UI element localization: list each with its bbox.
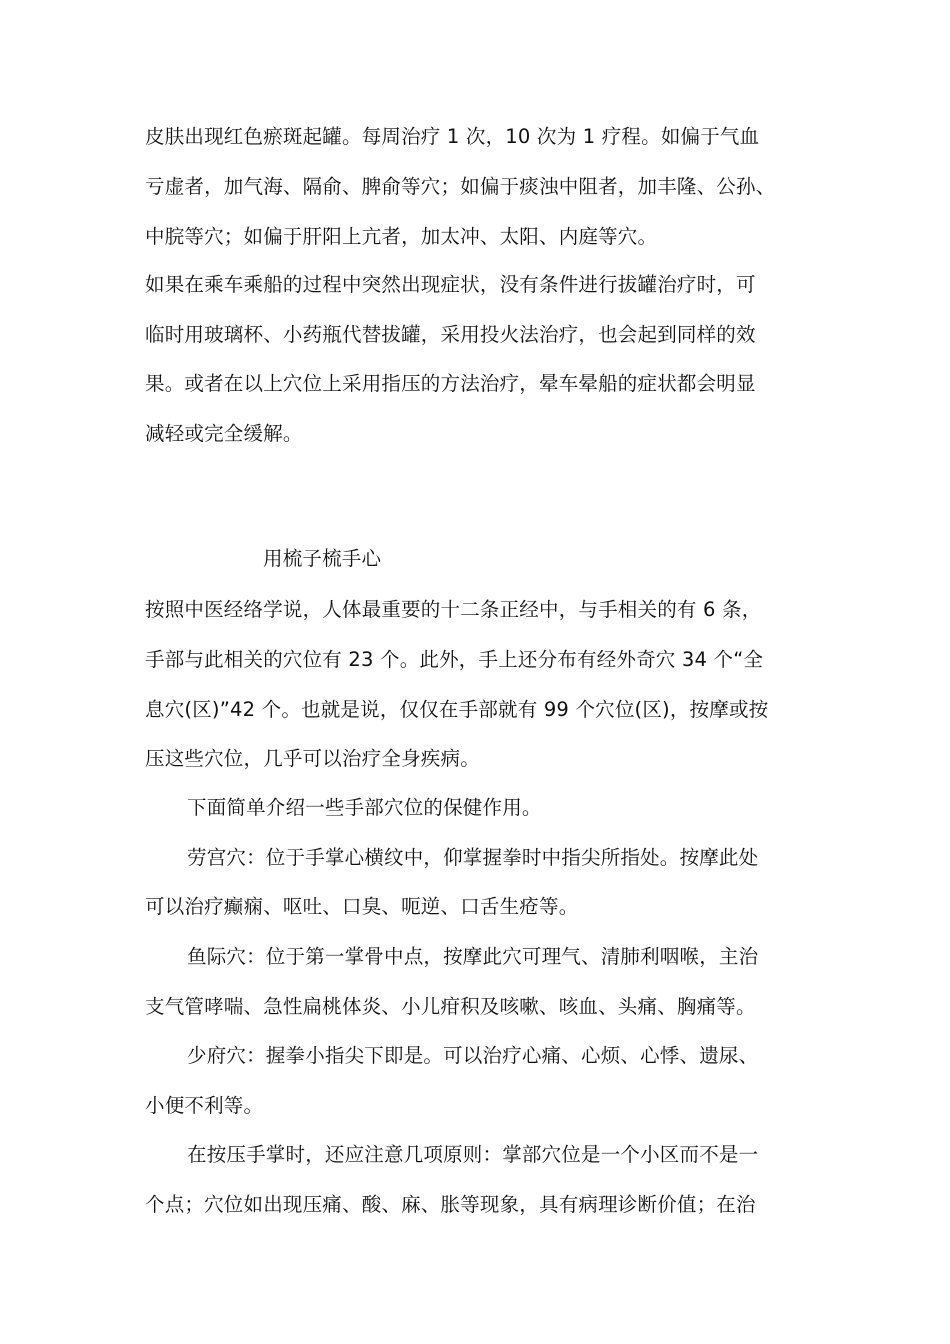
paragraph-line: 劳宫穴：位于手掌心横纹中，仰掌握拳时中指尖所指处。按摩此处	[187, 846, 759, 869]
paragraph-line: 在按压手掌时，还应注意几项原则：掌部穴位是一个小区而不是一	[187, 1143, 759, 1166]
paragraph-line: 手部与此相关的穴位有 23 个。此外，手上还分布有经外奇穴 34 个“全	[145, 648, 764, 671]
paragraph-line: 可以治疗癫痫、呕吐、口臭、呃逆、口舌生疮等。	[145, 895, 579, 918]
paragraph-line: 少府穴：握拳小指尖下即是。可以治疗心痛、心烦、心悸、遗尿、	[187, 1044, 759, 1067]
paragraph-line: 下面简单介绍一些手部穴位的保健作用。	[187, 796, 542, 819]
paragraph-line: 皮肤出现红色瘀斑起罐。每周治疗 1 次，10 次为 1 疗程。如偏于气血	[145, 125, 760, 148]
paragraph-line: 个点；穴位如出现压痛、酸、麻、胀等现象，具有病理诊断价值；在治	[145, 1193, 756, 1216]
paragraph-line: 果。或者在以上穴位上采用指压的方法治疗，晕车晕船的症状都会明显	[145, 372, 756, 395]
paragraph-line: 小便不利等。	[145, 1094, 264, 1117]
section-heading: 用梳子梳手心	[263, 547, 382, 570]
paragraph-line: 支气管哮喘、急性扁桃体炎、小儿疳积及咳嗽、咳血、头痛、胸痛等。	[145, 995, 756, 1018]
paragraph-line: 按照中医经络学说，人体最重要的十二条正经中，与手相关的有 6 条，	[145, 598, 762, 621]
paragraph-line: 鱼际穴：位于第一掌骨中点，按摩此穴可理气、清肺利咽喉，主治	[187, 945, 759, 968]
paragraph-line: 压这些穴位，几乎可以治疗全身疾病。	[145, 747, 480, 770]
paragraph-line: 如果在乘车乘船的过程中突然出现症状，没有条件进行拔罐治疗时，可	[145, 273, 756, 296]
paragraph-line: 息穴(区)”42 个。也就是说，仅仅在手部就有 99 个穴位(区)，按摩或按	[145, 698, 769, 721]
paragraph-line: 中脘等穴；如偏于肝阳上亢者，加太冲、太阳、内庭等穴。	[145, 225, 658, 248]
paragraph-line: 亏虚者，加气海、隔俞、脾俞等穴；如偏于痰浊中阻者，加丰隆、公孙、	[145, 175, 776, 198]
paragraph-line: 减轻或完全缓解。	[145, 422, 303, 445]
paragraph-line: 临时用玻璃杯、小药瓶代替拔罐，采用投火法治疗，也会起到同样的效	[145, 323, 756, 346]
